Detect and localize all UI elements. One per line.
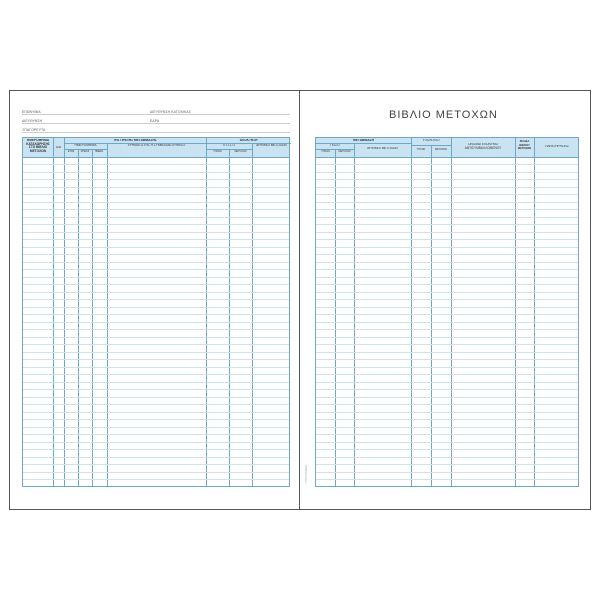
row-rule (316, 322, 578, 323)
group-praxis-header: ΤΗΣ ΠΡΑΞΗΣ ΜΕΤΑΒΙΒΑΣΗΣ (113, 139, 157, 142)
right-poso-titlon-header: ΤΙΤΛΩΝ (321, 150, 330, 153)
row-rule (23, 382, 289, 383)
row-rule (316, 479, 578, 480)
row-rule (316, 209, 578, 210)
printer-note: ΤΥΠΟΓΡΑΦΕΙΟ (305, 464, 308, 483)
row-rule (316, 352, 578, 353)
row-rule (23, 284, 289, 285)
row-rule (316, 472, 578, 473)
group-acquisition-header: ΑΠΟΚΤΗΣΗ (239, 139, 258, 142)
row-rule (316, 202, 578, 203)
row-rule (316, 187, 578, 188)
left-ledger-table (22, 137, 290, 487)
row-rule (23, 194, 289, 195)
group-metavivasi-header: ΜΕΤΑΒΙΒΑΣΗ (353, 139, 374, 142)
book-spine (299, 90, 300, 510)
row-rule (316, 194, 578, 195)
meta-field-edra: ΕΔΡΑ (150, 119, 160, 123)
col-aa-header: Α/Α (55, 146, 62, 149)
row-rule (23, 397, 289, 398)
row-rule (23, 224, 289, 225)
date-day-header: ΗΜΕΡΑ (94, 150, 104, 153)
row-rule (23, 314, 289, 315)
selida-header: ΣΕΛΙΔΑ ΒΙΒΛΙΟΥ ΜΕΤΟΧΩΝ (517, 140, 532, 151)
row-rule (23, 164, 289, 165)
row-rule (23, 209, 289, 210)
row-rule (316, 224, 578, 225)
row-rule (316, 277, 578, 278)
row-rule (23, 449, 289, 450)
right-poso-metoxon-header: ΜΕΤΟΧΩΝ (338, 150, 351, 153)
row-rule (23, 232, 289, 233)
row-rule (316, 374, 578, 375)
ledger-book (9, 90, 591, 510)
left-table-header (23, 138, 289, 158)
row-rule (23, 404, 289, 405)
right-arithmoi-header: ΑΡΙΘΜΟΙ ΜΕΤΟΧΩΝ (367, 147, 398, 150)
row-rule (316, 269, 578, 270)
row-rule (316, 419, 578, 420)
row-rule (23, 479, 289, 480)
meta-field-ypagoreuta: ΥΠΑΓΟΡΕΥΤΑ (22, 128, 46, 132)
poso-metoxon-header: ΜΕΤΟΧΩΝ (234, 150, 247, 153)
row-rule (316, 389, 578, 390)
row-rule (23, 344, 289, 345)
row-rule (316, 344, 578, 345)
right-poso-header: ΠΟΣΟ (330, 144, 340, 147)
row-rule (23, 367, 289, 368)
row-rule (316, 359, 578, 360)
row-rule (316, 314, 578, 315)
row-rule (316, 404, 578, 405)
row-rule (23, 359, 289, 360)
row-rule (316, 397, 578, 398)
row-rule (316, 284, 578, 285)
row-rule (316, 427, 578, 428)
row-rule (316, 367, 578, 368)
row-rule (23, 322, 289, 323)
row-rule (316, 232, 578, 233)
row-rule (23, 427, 289, 428)
meta-field-dieuthynsi: ΔΙΕΥΘΥΝΣΗ (22, 119, 43, 123)
onomateponymo-header: ΟΝΟΜΑΤΕΠΩΝΥΜΟ ΑΝΤΙΣΥΜΒΑΛΛΟΜΕΝΟΥ (464, 143, 502, 150)
row-rule (23, 329, 289, 330)
row-rule (23, 217, 289, 218)
date-month-header: ΜΗΝΑΣ (80, 150, 90, 153)
row-rule (316, 299, 578, 300)
row-rule (316, 179, 578, 180)
row-rule (316, 382, 578, 383)
group-ypoloipo-header: ΥΠΟΛΟΙΠΟ (422, 139, 440, 142)
ypoloipo-metoxon-header: ΜΕΤΟΧΩΝ (435, 148, 447, 151)
row-rule (316, 172, 578, 173)
left-page (10, 91, 300, 509)
row-rule (23, 419, 289, 420)
row-rule (23, 337, 289, 338)
row-rule (23, 412, 289, 413)
row-rule (316, 442, 578, 443)
date-year-header: ΕΤΟΣ (67, 150, 75, 153)
meta-field-dieuthynsi-katoxikas: ΔΙΕΥΘΥΝΣΗ ΚΑΤΟΧΙΚΑΣ (150, 110, 191, 114)
row-rule (23, 179, 289, 180)
arithmoi-header: ΑΡΙΘΜΟΙ ΜΕΤΟΧΩΝ (256, 144, 287, 147)
row-rule (316, 329, 578, 330)
row-rule (23, 472, 289, 473)
row-rule (316, 262, 578, 263)
row-rule (316, 337, 578, 338)
row-rule (23, 277, 289, 278)
poso-header: Π Ο Σ Ο (223, 144, 235, 147)
row-rule (23, 307, 289, 308)
row-rule (316, 307, 578, 308)
row-rule (23, 247, 289, 248)
row-rule (316, 292, 578, 293)
right-page (301, 91, 591, 509)
paratiriseis-header: ΠΑΡΑΤΗΡΗΣΕΙΣ (545, 145, 569, 148)
row-rule (316, 217, 578, 218)
row-rule (23, 187, 289, 188)
col-date-entry-header: ΗΜΕΡΟΜΗΝΙΑ ΚΑΤΑΧΩΡΗΣΗΣ ΣΤΟ ΒΙΒΛΙΟ ΜΕΤΟΧΩΝ (26, 139, 50, 153)
row-rule (23, 299, 289, 300)
page-title: ΒΙΒΛΙΟ ΜΕΤΟΧΩΝ (389, 109, 498, 121)
broker-header: ΧΡΗΜΑΤΙΣΤΗΣ Η ΣΥΜΒΟΛΑΙΟΓΡΑΦΟΣ (127, 144, 186, 147)
row-rule (23, 254, 289, 255)
row-rule (316, 457, 578, 458)
date-header: ΗΜΕΡΟΜΗΝΙΑ (74, 144, 97, 147)
ypoloipo-titlon-header: ΤΙΤΛΩΝ (416, 148, 426, 151)
row-rule (316, 449, 578, 450)
poso-titlon-header: ΤΙΤΛΩΝ (213, 150, 222, 153)
row-rule (23, 262, 289, 263)
right-ledger-table (315, 137, 579, 487)
right-table-header (316, 138, 578, 158)
row-rule (23, 457, 289, 458)
row-rule (316, 464, 578, 465)
row-rule (316, 247, 578, 248)
row-rule (23, 269, 289, 270)
row-rule (316, 164, 578, 165)
row-rule (23, 352, 289, 353)
row-rule (23, 389, 289, 390)
row-rule (316, 412, 578, 413)
row-rule (316, 434, 578, 435)
row-rule (23, 374, 289, 375)
row-rule (23, 434, 289, 435)
row-rule (23, 442, 289, 443)
row-rule (23, 239, 289, 240)
row-rule (23, 172, 289, 173)
row-rule (23, 292, 289, 293)
row-rule (23, 464, 289, 465)
row-rule (316, 239, 578, 240)
row-rule (316, 254, 578, 255)
meta-field-eponymia: ΕΠΩΝΥΜΙΑ (22, 110, 41, 114)
row-rule (23, 202, 289, 203)
